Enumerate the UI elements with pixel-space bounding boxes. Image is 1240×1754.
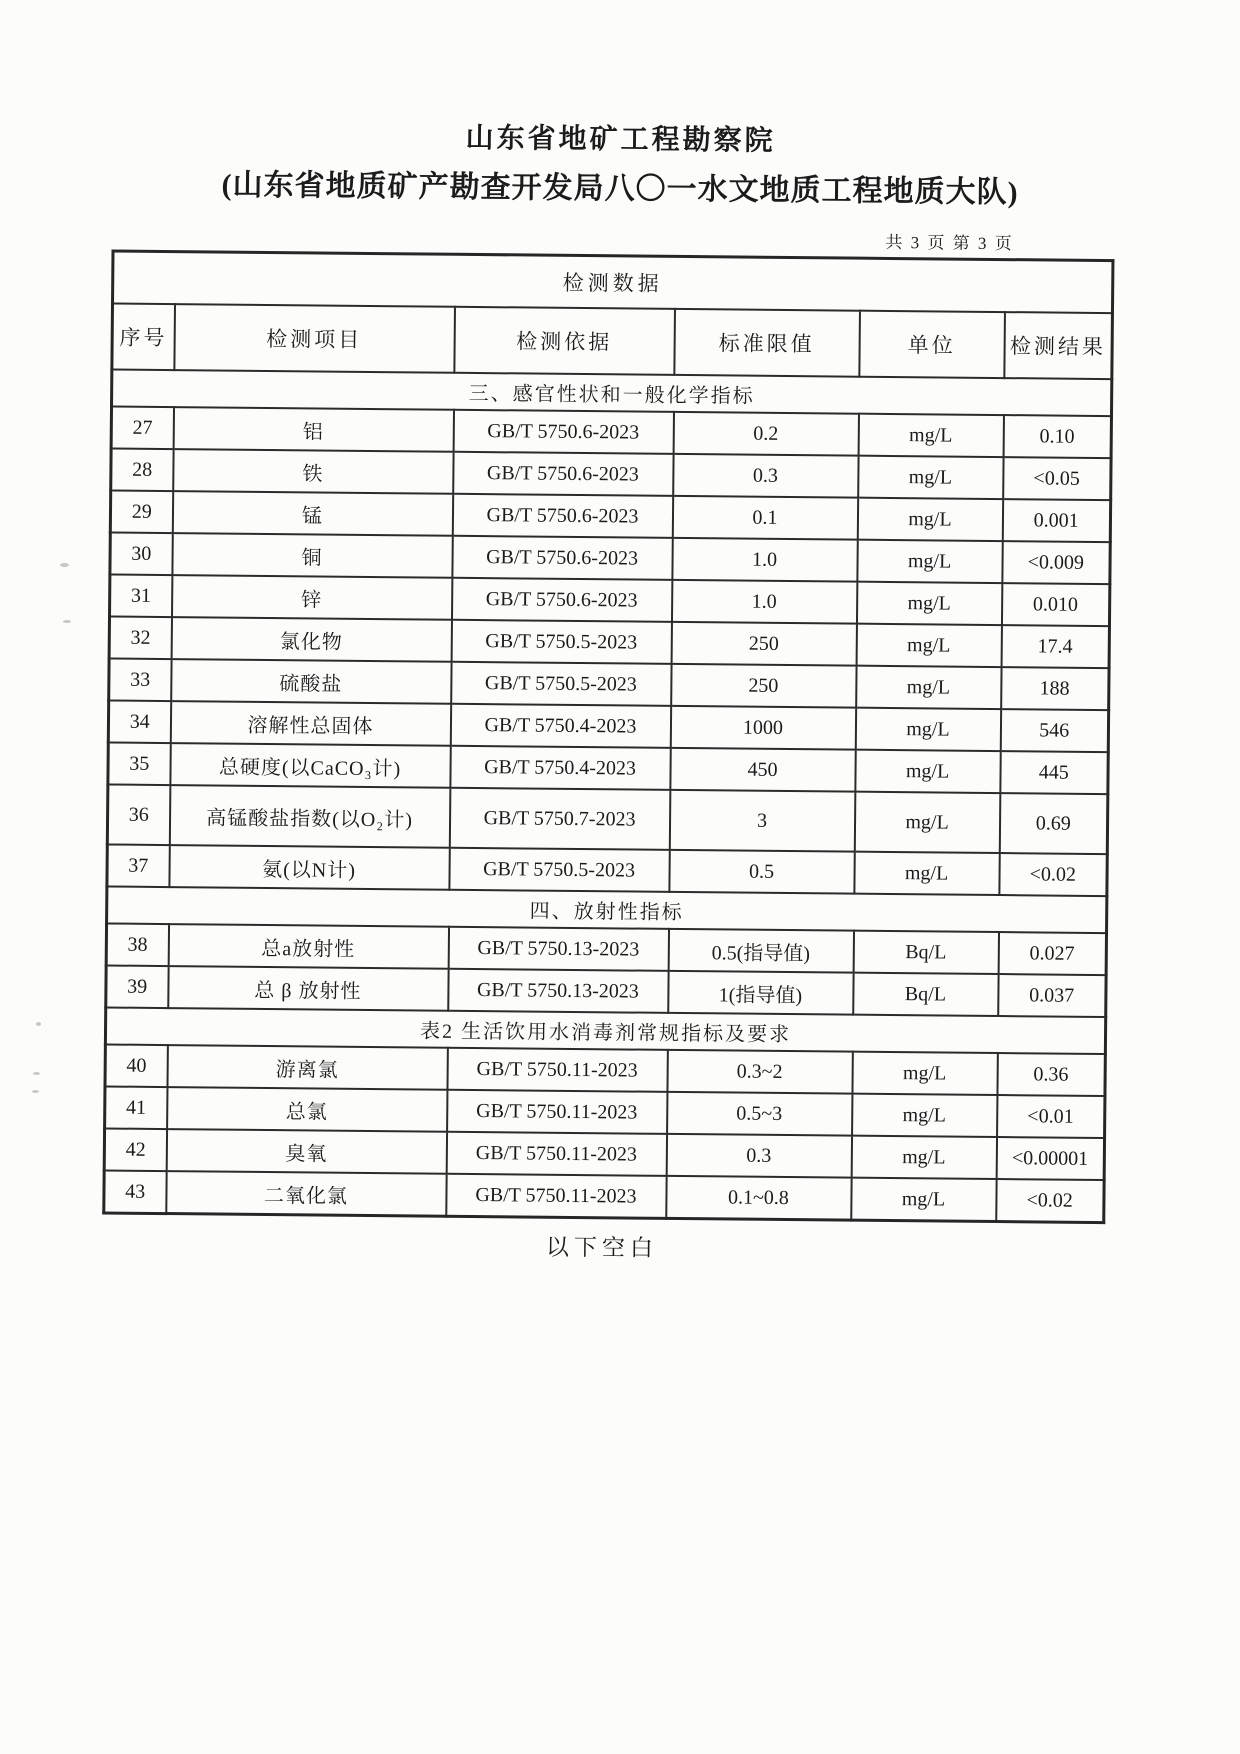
table-cell: 250 [671,664,856,708]
table-cell: GB/T 5750.7-2023 [449,788,670,850]
table-cell: 0.69 [999,793,1108,854]
table-cell: 1.0 [671,580,856,624]
column-header-unit: 单位 [859,311,1005,378]
document-header [0,111,1240,213]
table-cell: 43 [104,1170,166,1213]
table-cell: mg/L [851,1178,996,1222]
table-cell: 锰 [172,491,452,536]
table-cell: 锌 [172,575,452,620]
table-cell: GB/T 5750.6-2023 [453,452,673,496]
table-cell: 铜 [172,533,452,578]
table-cell: 0.037 [998,974,1106,1017]
table-cell: 臭氧 [166,1129,446,1174]
table-cell: 0.5~3 [667,1092,852,1136]
table-cell: 36 [107,784,170,845]
table-cell: 41 [105,1086,167,1129]
table-cell: 32 [109,616,171,659]
table-cell: 氨(以N计) [169,845,449,890]
page-number-info: 共 3 页 第 3 页 [885,232,1014,254]
column-header-limit: 标准限值 [674,309,860,377]
table-cell: 0.10 [1003,415,1111,458]
table-cell: 0.5 [669,850,854,894]
blank-below-note: 以下空白 [545,1234,659,1261]
table-cell: GB/T 5750.5-2023 [451,620,671,664]
table-cell: 188 [1001,667,1109,710]
test-results-table [102,249,1114,1224]
table-cell: 34 [108,700,170,743]
table-cell: GB/T 5750.4-2023 [450,704,670,748]
column-header-item: 检测项目 [174,304,455,373]
table-cell: mg/L [857,540,1002,583]
table-cell: GB/T 5750.6-2023 [452,536,672,580]
table-cell: 0.1 [672,496,857,540]
table-cell: mg/L [857,498,1002,541]
table-cell: GB/T 5750.11-2023 [447,1090,667,1134]
table-cell: Bq/L [853,931,998,974]
section-heading: 表2 生活饮用水消毒剂常规指标及要求 [105,1007,1105,1054]
table-cell: <0.01 [997,1095,1105,1138]
table-cell: 37 [107,844,169,887]
table-cell: 1.0 [672,538,857,582]
table-cell: GB/T 5750.6-2023 [451,578,671,622]
column-header-result: 检测结果 [1004,312,1113,379]
table-cell: 总氯 [167,1087,447,1132]
section-heading: 四、放射性指标 [107,886,1107,933]
table-cell: GB/T 5750.5-2023 [451,662,671,706]
table-cell: 铝 [173,407,453,452]
table-cell: GB/T 5750.11-2023 [446,1132,666,1176]
table-cell: <0.00001 [996,1137,1104,1180]
table-cell: 546 [1000,709,1108,752]
table-cell: 29 [110,491,172,534]
table-cell: 高锰酸盐指数(以O₂计) [169,785,450,848]
table-cell: 445 [1000,751,1108,794]
table-cell: 氯化物 [171,617,451,662]
table-cell: mg/L [854,852,999,895]
table-cell: 40 [105,1044,167,1087]
table-cell: 0.010 [1001,583,1109,626]
table-cell: mg/L [855,750,1000,793]
table-cell: 总硬度(以CaCO₃计) [170,743,450,788]
table-cell: 二氧化氯 [166,1171,446,1216]
organization-title: 山东省地矿工程勘察院 [465,122,776,157]
table-cell: mg/L [855,708,1000,751]
table-cell: 1000 [670,706,855,750]
table-cell: 游离氯 [167,1045,447,1090]
table-cell: GB/T 5750.11-2023 [447,1048,667,1092]
table-cell: mg/L [854,792,1000,853]
table-cell: 0.3 [666,1134,851,1178]
table-body [104,370,1112,1223]
table-cell: <0.02 [996,1179,1104,1223]
table-cell: 1(指导值) [668,971,853,1015]
table-cell: 27 [111,407,173,450]
table-caption-row [113,251,1113,313]
table-cell: 0.2 [673,412,858,456]
table-cell: mg/L [852,1094,997,1137]
table-cell: GB/T 5750.5-2023 [449,848,669,892]
table-cell: 31 [110,574,172,617]
organization-subtitle: (山东省地质矿产勘查开发局八〇一水文地质工程地质大队) [221,168,1019,210]
table-cell: 42 [104,1128,166,1171]
table-cell: 0.3~2 [667,1050,852,1094]
table-cell: GB/T 5750.4-2023 [450,746,670,790]
table-cell: 30 [110,532,172,575]
table-cell: <0.009 [1002,541,1110,584]
table-cell: mg/L [858,456,1003,499]
table-row [107,784,1108,854]
table-caption: 检测数据 [113,251,1113,313]
table-cell: mg/L [851,1136,996,1179]
table-cell: 总 β 放射性 [168,966,448,1011]
table-cell: 39 [106,965,168,1008]
table-cell: 0.1~0.8 [666,1176,851,1220]
table-cell: 0.001 [1002,499,1110,542]
table-cell: 溶解性总固体 [170,701,450,746]
table-cell: <0.05 [1003,457,1111,500]
table-cell: 0.3 [673,454,858,498]
table-cell: GB/T 5750.6-2023 [453,410,673,454]
table-cell: Bq/L [853,973,998,1016]
table-cell: 铁 [173,449,453,494]
table-cell: mg/L [858,414,1003,457]
table-cell: GB/T 5750.13-2023 [448,927,668,971]
column-header-serial: 序号 [112,304,175,371]
table-cell: 0.027 [998,932,1106,975]
table-cell: 3 [669,790,855,852]
table-cell: 38 [106,923,168,966]
table-cell: 硫酸盐 [171,659,451,704]
section-heading: 三、感官性状和一般化学指标 [112,370,1112,417]
table-header-row [112,304,1113,380]
column-header-method: 检测依据 [454,307,675,375]
table-cell: GB/T 5750.11-2023 [446,1174,666,1219]
table-cell: 35 [108,742,170,785]
table-cell: mg/L [856,666,1001,709]
table-cell: 28 [111,449,173,492]
table-cell: 450 [670,748,855,792]
table-cell: 17.4 [1001,625,1109,668]
table-cell: 0.5(指导值) [668,929,853,973]
table-cell: GB/T 5750.13-2023 [448,969,668,1013]
table-cell: mg/L [856,624,1001,667]
table-cell: 总a放射性 [168,924,448,969]
table-cell: 0.36 [997,1053,1105,1096]
table-cell: 250 [671,622,856,666]
table-cell: GB/T 5750.6-2023 [452,494,672,538]
table-row [104,1170,1104,1222]
table-cell: <0.02 [999,853,1107,896]
table-cell: 33 [109,658,171,701]
table-cell: mg/L [852,1052,997,1095]
table-cell: mg/L [856,582,1001,625]
